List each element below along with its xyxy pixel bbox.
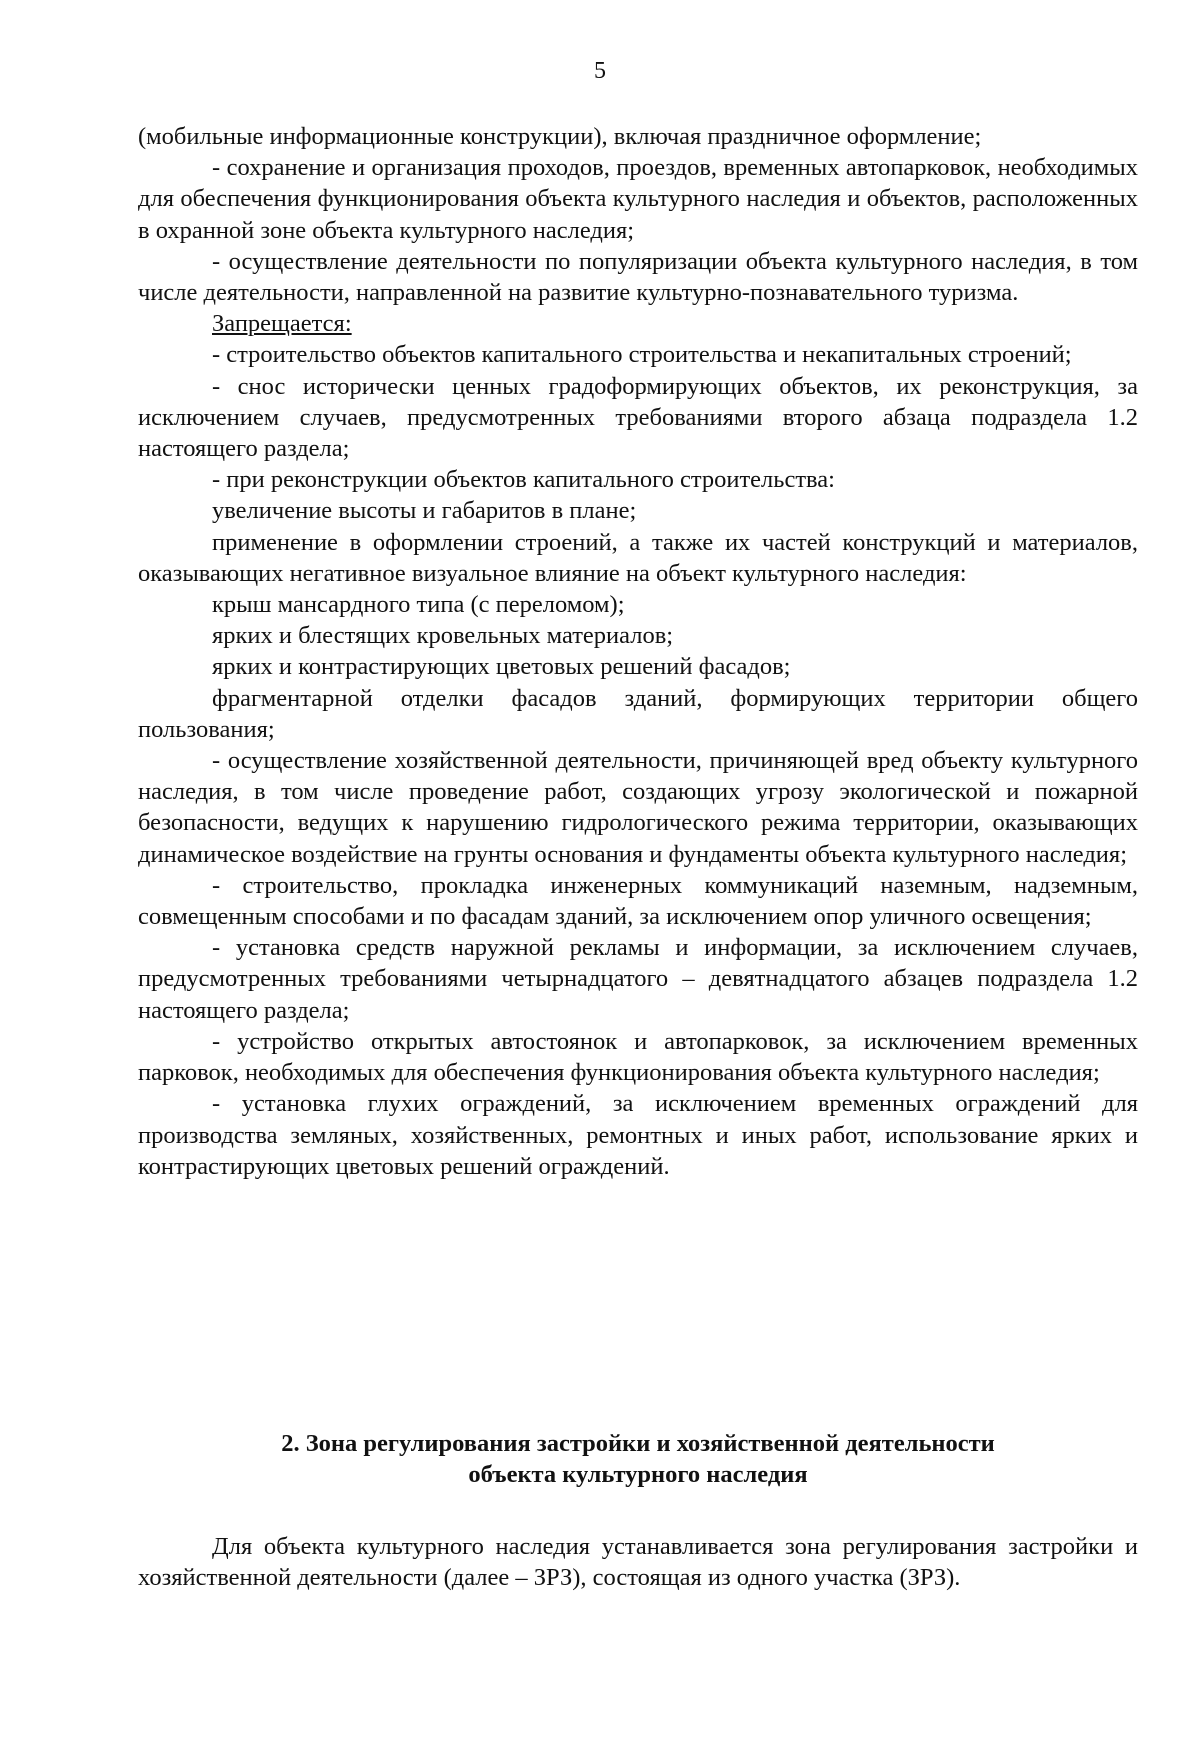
section-heading-line-1: 2. Зона регулирования застройки и хозяйственной деятельности: [281, 1430, 995, 1457]
paragraph-materials: применение в оформлении строений, а также их частей конструкций и материалов, оказывающих негативное визуальное влияние на объект культурного наследия:: [138, 528, 1138, 587]
closing-paragraph: Для объекта культурного наследия устанавливается зона регулирования застройки и хозяйственной деятельности (далее – ЗРЗ), состоящая из одного участка (ЗРЗ).: [138, 1533, 1138, 1592]
paragraph-facade-colors: ярких и контрастирующих цветовых решений фасадов;: [212, 653, 791, 681]
prohibited-heading: [138, 308, 1138, 339]
paragraph-construction: - строительство объектов капитального строительства и некапитальных строений;: [212, 341, 1072, 369]
paragraph-passages: - сохранение и организация проходов, проездов, временных автопарковок, необходимых для обеспечения функционирования объекта культурного наследия и объектов, расположенных в охранной зоне объекта культурного наследия;: [138, 154, 1138, 244]
section-heading: [138, 1428, 1138, 1490]
paragraph-reconstruction: - при реконструкции объектов капитального строительства:: [212, 466, 835, 494]
paragraph-roofs: крыш мансардного типа (с переломом);: [212, 591, 625, 619]
section-heading-line-2: объекта культурного наследия: [468, 1461, 808, 1488]
paragraph-economic-activity: - осуществление хозяйственной деятельности, причиняющей вред объекту культурного наследия, в том числе проведение работ, создающих угрозу экологической и пожарной безопасности, ведущих к нарушению гидрологического режима территории, оказывающих динамическое воздействие на грунты основания и фундаменты объекта культурного наследия;: [138, 747, 1138, 868]
paragraph-continuation: (мобильные информационные конструкции), включая праздничное оформление;: [138, 123, 982, 150]
paragraph-advertising: - установка средств наружной рекламы и информации, за исключением случаев, предусмотренных требованиями четырнадцатого – девятнадцатого абзацев подраздела 1.2 настоящего раздела;: [138, 934, 1138, 1024]
paragraph-facade-finishing: фрагментарной отделки фасадов зданий, формирующих территории общего пользования;: [138, 684, 1138, 743]
paragraph-demolition: - снос исторически ценных градоформирующих объектов, их реконструкция, за исключением случаев, предусмотренных требованиями второго абзаца подраздела 1.2 настоящего раздела;: [138, 372, 1138, 463]
page-number: 5: [594, 58, 606, 84]
paragraph-popularization: - осуществление деятельности по популяризации объекта культурного наследия, в том числе деятельности, направленной на развитие культурно-познавательного туризма.: [138, 247, 1138, 307]
paragraph-roofing-materials: ярких и блестящих кровельных материалов;: [212, 622, 674, 650]
prohibited-label: Запрещается:: [212, 310, 352, 338]
paragraph-parking: - устройство открытых автостоянок и автопарковок, за исключением временных парковок, необходимых для обеспечения функционирования объекта культурного наследия;: [138, 1027, 1138, 1087]
paragraph-fences: - установка глухих ограждений, за исключением временных ограждений для производства земляных, хозяйственных, ремонтных и иных работ, использование ярких и контрастирующих цветовых решений ограждений.: [138, 1090, 1138, 1180]
paragraph-utilities: - строительство, прокладка инженерных коммуникаций наземным, надземным, совмещенным способами и по фасадам зданий, за исключением опор уличного освещения;: [138, 871, 1138, 931]
document-body: [138, 121, 1138, 1182]
paragraph-height: увеличение высоты и габаритов в плане;: [212, 497, 637, 525]
